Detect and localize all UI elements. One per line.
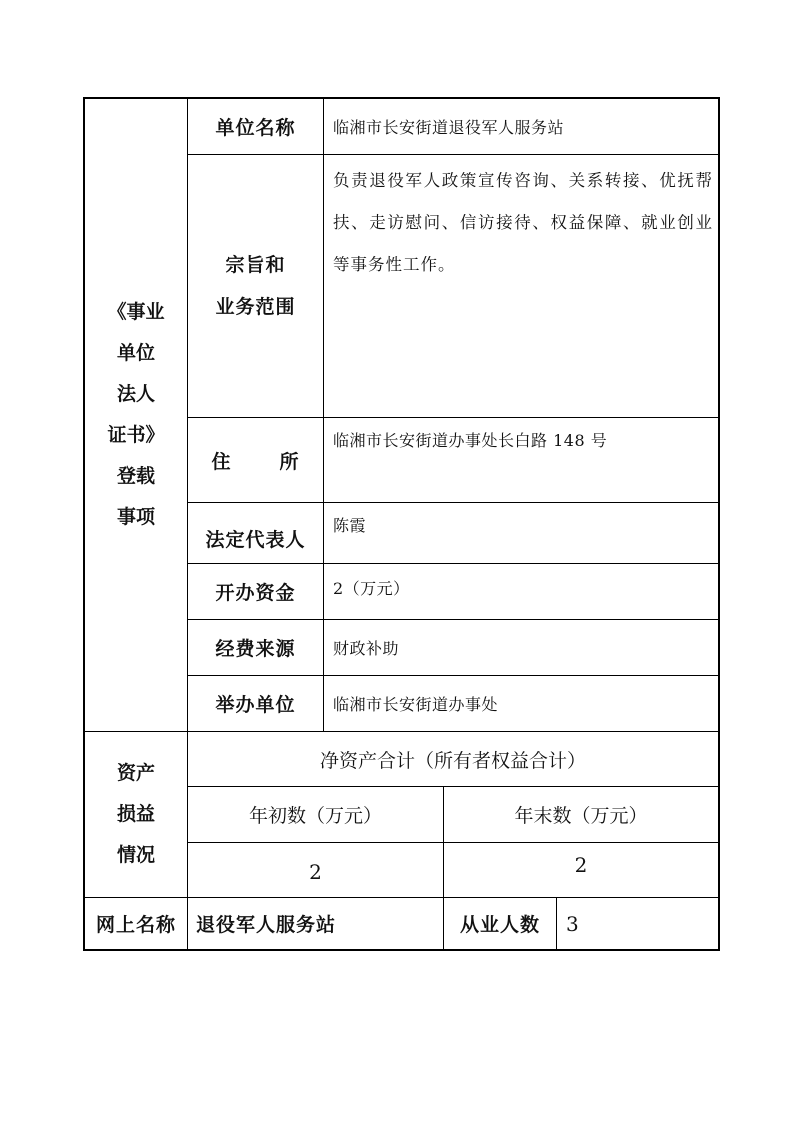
legal-rep-value: 陈霞 [333, 515, 367, 535]
unit-name-value: 临湘市长安街道退役军人服务站 [333, 118, 565, 137]
table-border-bottom [83, 949, 720, 951]
address-label-char: 住 [211, 450, 232, 473]
funding-source-value: 财政补助 [333, 639, 400, 658]
end-of-year-value: 2 [574, 853, 588, 877]
staff-count-value: 3 [566, 911, 580, 936]
online-name-value: 退役军人服务站 [196, 914, 337, 936]
title-line: 事项 [116, 506, 155, 528]
funding-source-label: 经费来源 [215, 638, 296, 660]
start-of-year-header: 年初数（万元） [248, 805, 382, 827]
title-line: 资产 [116, 762, 155, 784]
end-of-year-header: 年末数（万元） [514, 805, 648, 827]
table-border-right [718, 97, 720, 951]
sponsor-value: 临湘市长安街道办事处 [333, 695, 499, 714]
title-line: 证书》 [107, 424, 165, 446]
start-of-year-value: 2 [309, 860, 322, 884]
capital-label: 开办资金 [215, 582, 296, 604]
assets-section-title [85, 732, 187, 897]
purpose-label [188, 155, 323, 417]
unit-name-label: 单位名称 [215, 117, 296, 139]
capital-value: 2（万元） [333, 578, 410, 598]
registration-section-title [85, 99, 187, 731]
address-value: 临湘市长安街道办事处长白路 148 号 [333, 430, 608, 450]
legal-rep-label: 法定代表人 [205, 528, 306, 551]
address-label [188, 418, 323, 502]
title-line: 损益 [116, 803, 155, 825]
title-line: 单位 [116, 342, 155, 364]
title-line: 法人 [116, 383, 155, 405]
sponsor-label: 举办单位 [215, 694, 296, 716]
online-name-label: 网上名称 [95, 914, 176, 936]
purpose-label-line: 宗旨和 [225, 254, 286, 276]
staff-count-label: 从业人数 [459, 914, 540, 936]
net-assets-header: 净资产合计（所有者权益合计） [319, 749, 586, 772]
title-line: 登载 [116, 465, 155, 487]
title-line: 《事业 [107, 301, 165, 323]
purpose-value: 负责退役军人政策宣传咨询、关系转接、优抚帮扶、走访慰问、信访接待、权益保障、就业创业等事务性工作。 [333, 171, 713, 274]
title-line: 情况 [116, 844, 155, 866]
address-label-char: 所 [279, 450, 300, 473]
purpose-label-line: 业务范围 [215, 296, 296, 318]
